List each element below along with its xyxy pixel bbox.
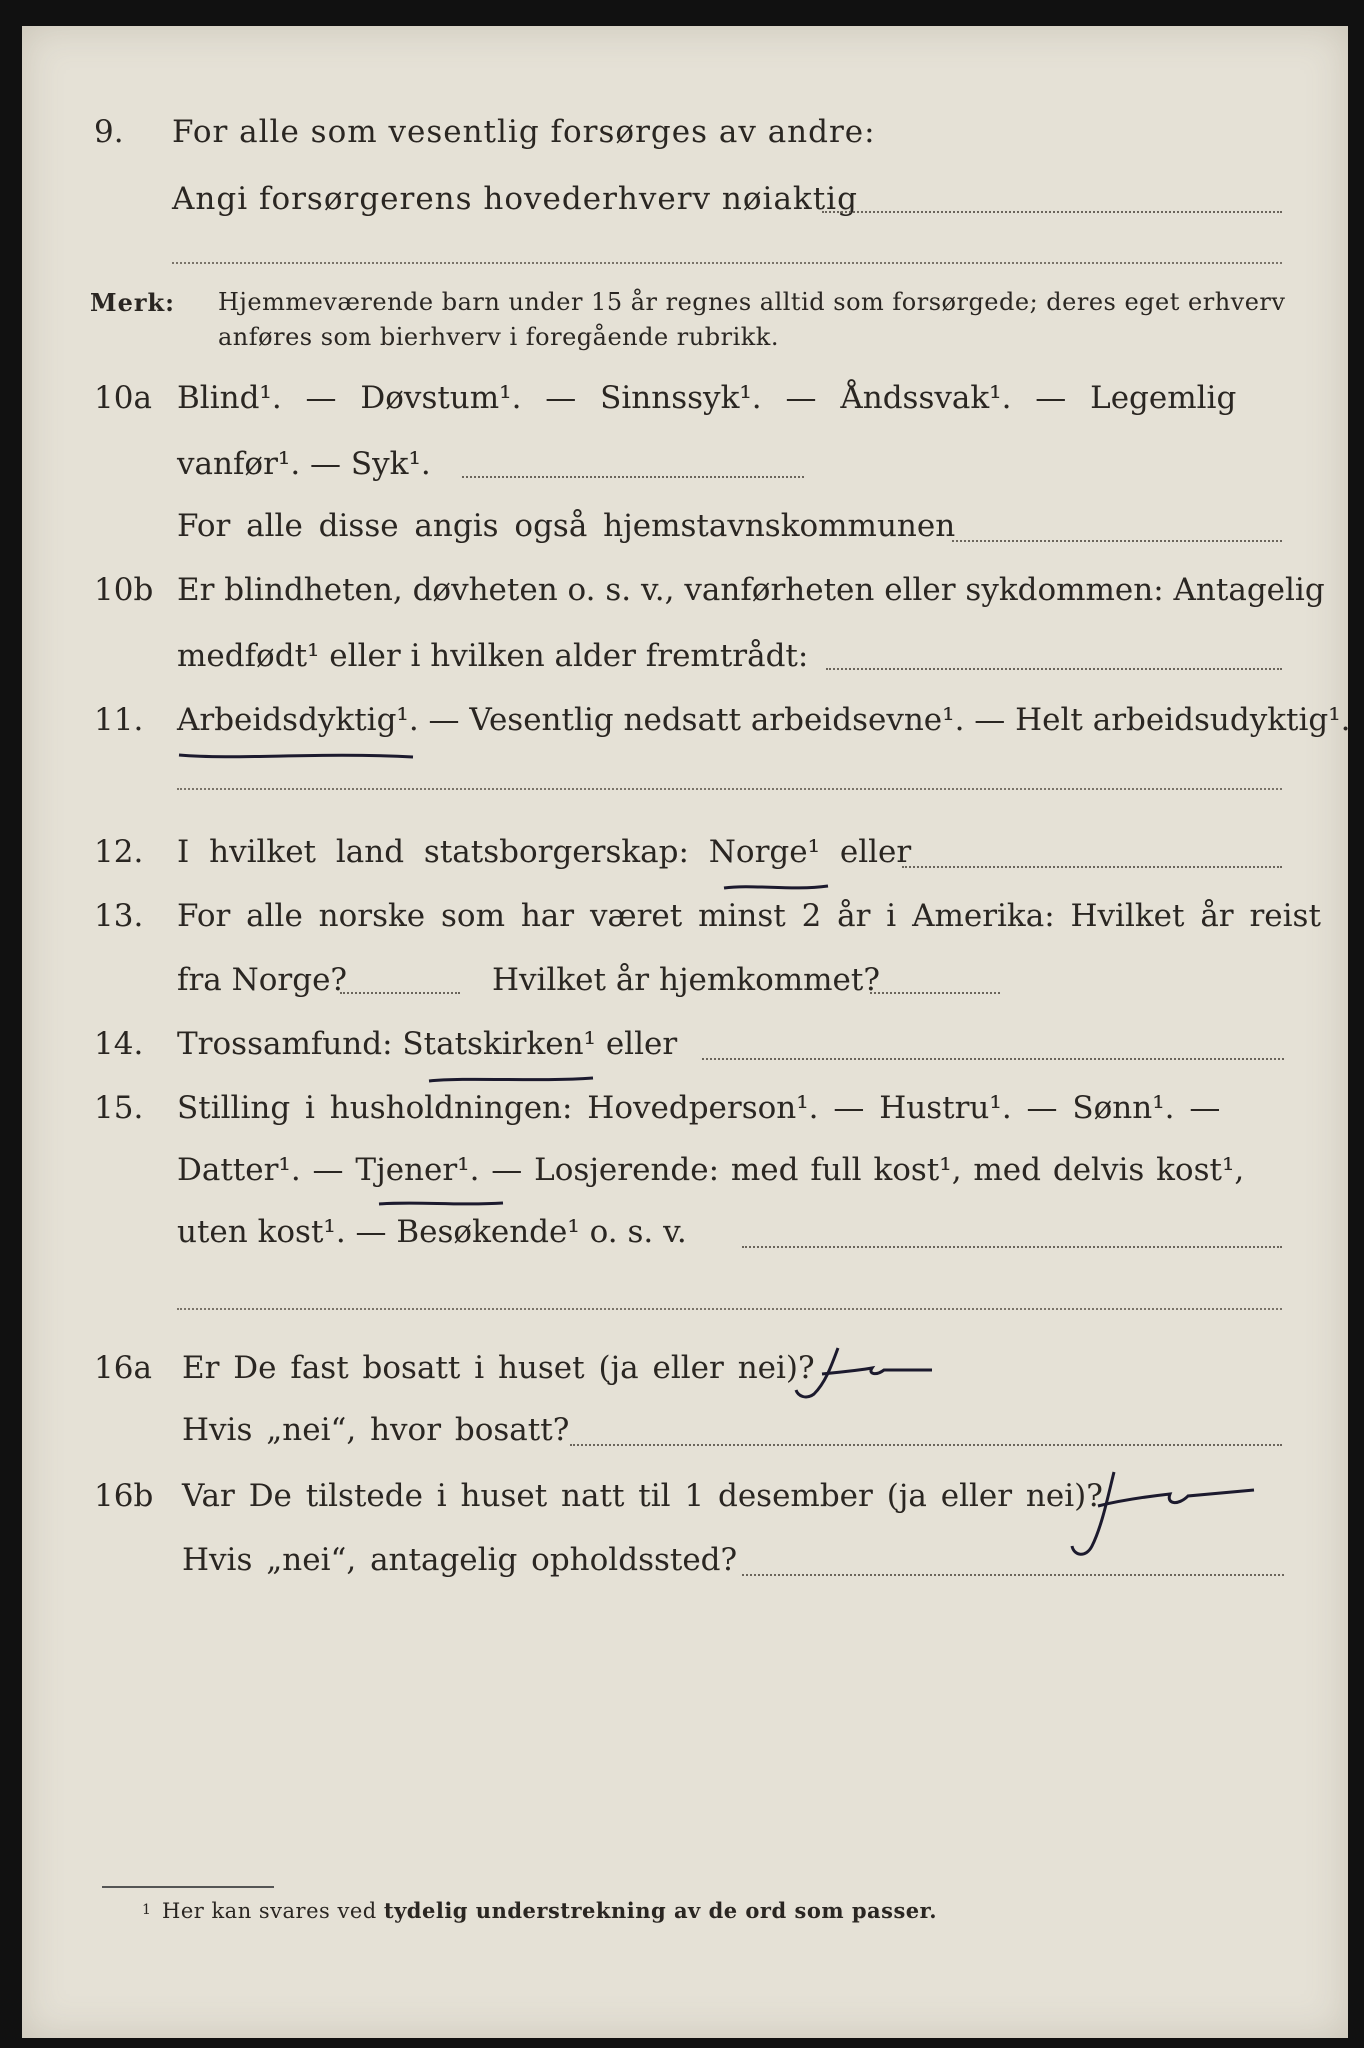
question-number: 10b (94, 572, 154, 608)
answer-line[interactable] (742, 1246, 1282, 1248)
note-label: Merk: (90, 288, 175, 317)
question-text: Er De fast bosatt i huset (ja eller nei)? (182, 1350, 815, 1386)
question-15 (22, 1090, 1348, 1140)
question-text: Trossamfund: Statskirken¹ eller (177, 1026, 678, 1062)
question-text: fra Norge? (177, 962, 348, 998)
question-number: 12. (94, 834, 144, 870)
note-text: anføres som bierhverv i foregående rubrikk. (218, 323, 779, 351)
question-number: 15. (94, 1090, 144, 1126)
answer-line[interactable] (570, 1444, 1282, 1446)
question-10a-line2 (22, 446, 1348, 496)
question-text: For alle disse angis også hjemstavnskommunen (177, 508, 956, 544)
question-number: 14. (94, 1026, 144, 1062)
question-number: 16b (94, 1478, 154, 1514)
question-text: Angi forsørgerens hovederhverv nøiaktig (172, 181, 858, 217)
question-text: Datter¹. — Tjener¹. — Losjerende: med full kost¹, med delvis kost¹, (177, 1152, 1245, 1188)
question-10a (22, 380, 1348, 430)
question-15-line2 (22, 1152, 1348, 1202)
answer-line[interactable] (462, 476, 804, 478)
question-number: 11. (94, 702, 144, 738)
answer-line[interactable] (177, 1308, 1282, 1310)
question-text: vanfør¹. — Syk¹. (177, 446, 431, 482)
question-9 (22, 114, 1348, 164)
question-13-line2 (22, 962, 1348, 1012)
answer-line[interactable] (902, 866, 1282, 868)
question-text: Er blindheten, døvheten o. s. v., vanførheten eller sykdommen: Antagelig (177, 572, 1325, 608)
question-text: Hvis „nei“, hvor bosatt? (182, 1412, 570, 1448)
question-text: uten kost¹. — Besøkende¹ o. s. v. (177, 1214, 687, 1250)
question-16a (22, 1350, 1348, 1400)
question-10b-line2 (22, 638, 1348, 688)
question-text: I hvilket land statsborgerskap: Norge¹ eller (177, 834, 912, 870)
question-text: Arbeidsdyktig¹. — Vesentlig nedsatt arbeidsevne¹. — Helt arbeidsudyktig¹. (177, 702, 1351, 738)
answer-line[interactable] (952, 540, 1282, 542)
question-text: Stilling i husholdningen: Hovedperson¹. — Hustru¹. — Sønn¹. — (177, 1090, 1221, 1126)
handwritten-underline (427, 1074, 597, 1086)
handwritten-underline (177, 750, 417, 762)
question-text: Var De tilstede i huset natt til 1 desember (ja eller nei)? (182, 1478, 1103, 1514)
answer-line[interactable] (870, 992, 1000, 994)
question-text: Hvis „nei“, antagelig opholdssted? (182, 1542, 738, 1578)
question-16a-line2 (22, 1412, 1348, 1462)
question-10a-line3 (22, 508, 1348, 558)
footnote-rule (102, 1886, 274, 1888)
handwritten-underline (722, 882, 832, 894)
question-16b-line2 (22, 1542, 1348, 1592)
footnote-emphasis: tydelig understrekning av de ord som passer. (383, 1898, 938, 1923)
answer-line[interactable] (742, 1574, 1284, 1576)
question-11 (22, 702, 1351, 752)
question-text: For alle norske som har været minst 2 år i Amerika: Hvilket år reist (177, 898, 1321, 934)
footnote-text: Her kan svares ved (162, 1899, 377, 1923)
handwritten-underline (377, 1198, 507, 1210)
census-form-page (22, 26, 1351, 2038)
answer-line[interactable] (826, 668, 1282, 670)
answer-line[interactable] (177, 788, 1282, 790)
question-text: For alle som vesentlig forsørges av andre: (172, 114, 876, 150)
handwritten-answer-ja (792, 1344, 942, 1404)
question-text: Blind¹. — Døvstum¹. — Sinnssyk¹. — Åndssvak¹. — Legemlig (177, 380, 1237, 416)
footnote (162, 1898, 937, 1923)
answer-line[interactable] (340, 992, 460, 994)
question-number: 10a (94, 380, 152, 416)
question-number: 16a (94, 1350, 152, 1386)
answer-line[interactable] (702, 1058, 1284, 1060)
question-15-line3 (22, 1214, 1348, 1264)
note-text: Hjemmeværende barn under 15 år regnes alltid som forsørgede; deres eget erhverv (218, 288, 1286, 316)
question-9-line2 (22, 181, 1348, 231)
footnote-mark: 1 (142, 1902, 151, 1918)
question-10b (22, 572, 1348, 622)
question-number: 9. (94, 114, 124, 150)
question-text: Hvilket år hjemkommet? (492, 962, 880, 998)
answer-line[interactable] (172, 262, 1282, 264)
question-14 (22, 1026, 1348, 1076)
answer-line[interactable] (822, 211, 1282, 213)
question-text: medfødt¹ eller i hvilken alder fremtrådt: (177, 638, 809, 674)
question-13 (22, 898, 1348, 948)
question-number: 13. (94, 898, 144, 934)
question-12 (22, 834, 1348, 884)
